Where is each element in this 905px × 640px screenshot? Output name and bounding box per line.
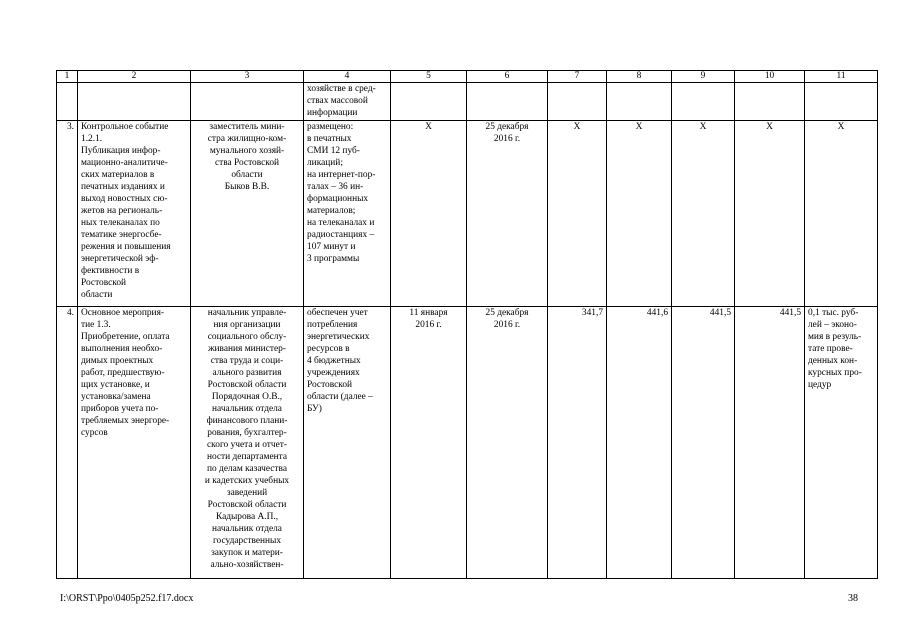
page-number: 38 [848, 593, 858, 604]
file-path: I:\ORST\Ppo\0405p252.f17.docx [60, 593, 194, 604]
header-cell: 3 [191, 71, 304, 83]
event-cell: Основное мероприя- тие 1.3. Приобретение, оплата выполнения необхо- димых проектных работ, предшествую- щих установке, и установка/замена приборов учета по- требляемых энергоре- сурсов [78, 307, 191, 579]
value-cell: Х [672, 121, 735, 307]
start-date-cell: 11 января 2016 г. [391, 307, 467, 579]
header-cell: 6 [467, 71, 548, 83]
value-cell: 441,5 [735, 307, 805, 579]
table-header-row [57, 71, 878, 83]
result-cell: обеспечен учет потребления энергетических ресурсов в 4 бюджетных учреждениях Ростовской области (далее – БУ) [304, 307, 391, 579]
result-cell: хозяйстве в сред- ствах массовой информации [304, 83, 391, 121]
row-number: 4. [57, 307, 78, 579]
value-cell: 441,5 [672, 307, 735, 579]
note-cell: Х [805, 121, 878, 307]
header-cell: 2 [78, 71, 191, 83]
result-cell: размещено: в печатных СМИ 12 пуб- ликаций; на интернет-пор- талах – 36 ин- формационных материалов; на телеканалах и радиостанциях – 107 минут и 3 программы [304, 121, 391, 307]
value-cell: Х [607, 121, 672, 307]
header-cell: 8 [607, 71, 672, 83]
event-cell: Контрольное событие 1.2.1. Публикация инфор- мационно-аналитиче- ских материалов в печатных изданиях и выход новостных сю- жетов на региональ- ных телеканалах по тематике энергосбе- режения и повышения энергетической эф- фективности в Ростовской области [78, 121, 191, 307]
activities-table [56, 70, 878, 579]
header-cell: 5 [391, 71, 467, 83]
row-number: 3. [57, 121, 78, 307]
value-cell: Х [735, 121, 805, 307]
end-date-cell: 25 декабря 2016 г. [467, 307, 548, 579]
table-row [57, 307, 878, 579]
value-cell: 441,6 [607, 307, 672, 579]
end-date-cell: 25 декабря 2016 г. [467, 121, 548, 307]
header-cell: 10 [735, 71, 805, 83]
note-cell: 0,1 тыс. руб- лей – эконо- мия в резуль- тате прове- денных кон- курсных про- цедур [805, 307, 878, 579]
table-row [57, 121, 878, 307]
responsible-cell: начальник управле- ния организации социального обслу- живания министер- ства труда и соци- ального развития Ростовской области Порядочная О.В., начальник отдела финансового плани- рования, бухгалтер- ского учета и отчет- ности департамента по делам казачества и кадетских учебных заведений Ростовской области Кадырова А.П., начальник отдела государственных закупок и матери- ально-хозяйствен- [191, 307, 304, 579]
table-row [57, 83, 878, 121]
responsible-cell: заместитель мини- стра жилищно-ком- мунального хозяй- ства Ростовской области Быков В.В. [191, 121, 304, 307]
value-cell: Х [548, 121, 607, 307]
header-cell: 7 [548, 71, 607, 83]
value-cell: 341,7 [548, 307, 607, 579]
header-cell: 4 [304, 71, 391, 83]
header-cell: 1 [57, 71, 78, 83]
header-cell: 9 [672, 71, 735, 83]
start-date-cell: Х [391, 121, 467, 307]
header-cell: 11 [805, 71, 878, 83]
